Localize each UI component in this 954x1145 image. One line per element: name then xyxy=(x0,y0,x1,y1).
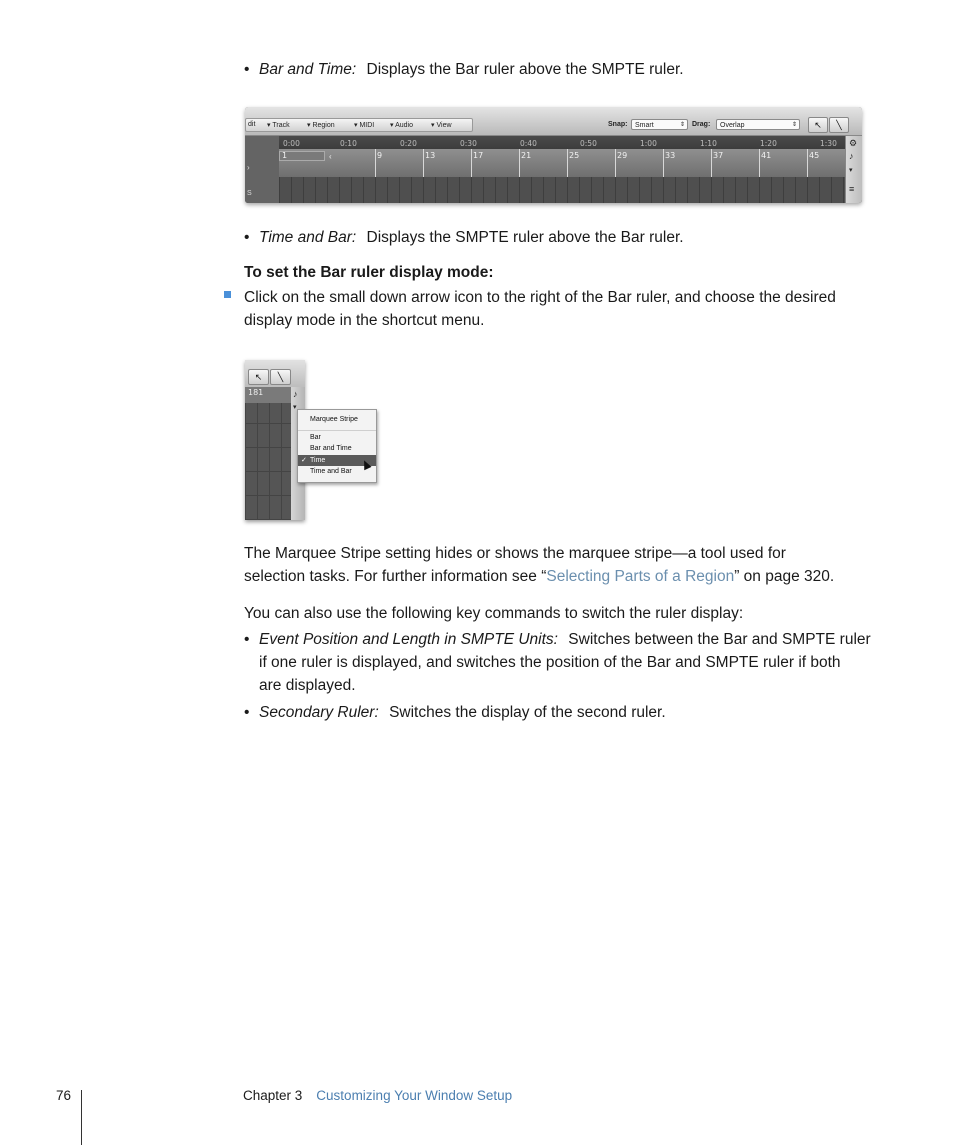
popup-arrows-icon: ⇕ xyxy=(791,122,797,128)
menu-item-label: Bar xyxy=(310,434,321,441)
drag-value: Overlap xyxy=(720,122,745,129)
time-label: 0:00 xyxy=(283,139,300,148)
menu-audio[interactable]: ▾ Audio xyxy=(390,122,413,129)
bullet-bar-and-time xyxy=(244,58,684,81)
time-label: 0:50 xyxy=(580,139,597,148)
bullet-term: Time and Bar: xyxy=(259,229,357,246)
bar-label: 9 xyxy=(377,151,383,160)
ruler-display-mode-menu xyxy=(297,409,377,483)
pointer-tool-icon: ↖ xyxy=(814,120,822,130)
bar-label: 1 xyxy=(282,151,288,160)
paragraph-text: selection tasks. For further information see “ xyxy=(244,568,547,585)
chevron-down-icon[interactable]: ▾ xyxy=(849,167,853,174)
procedure-heading: To set the Bar ruler display mode: xyxy=(244,264,494,281)
procedure-step-line1: Click on the small down arrow icon to the right of the Bar ruler, and choose the desired xyxy=(244,289,836,306)
menu-item-label: Marquee Stripe xyxy=(310,416,358,423)
bullet-dot: • xyxy=(244,704,250,721)
solo-icon[interactable]: S xyxy=(247,190,252,197)
time-label: 1:30 xyxy=(820,139,837,148)
bar-label: 45 xyxy=(809,151,820,160)
pencil-tool-icon: ╲ xyxy=(277,372,284,382)
ruler-options-strip[interactable] xyxy=(845,136,862,203)
bullet-term: Event Position and Length in SMPTE Units: xyxy=(259,631,558,648)
chevron-right-icon[interactable]: › xyxy=(247,163,250,172)
bar-line xyxy=(615,149,616,177)
drag-label: Drag: xyxy=(692,121,711,128)
menu-audio-label: Audio xyxy=(395,122,413,129)
time-label: 0:20 xyxy=(400,139,417,148)
bullet-dot: • xyxy=(244,61,250,78)
procedure-step-line2: display mode in the shortcut menu. xyxy=(244,312,485,329)
toolbar xyxy=(245,360,305,387)
bar-label: 41 xyxy=(761,151,772,160)
bar-line xyxy=(423,149,424,177)
menu-region[interactable]: ▾ Region xyxy=(307,122,335,129)
bullet-description: Displays the SMPTE ruler above the Bar ruler. xyxy=(366,229,684,246)
marquee-paragraph-line1: The Marquee Stripe setting hides or shows the marquee stripe—a tool used for xyxy=(244,545,786,562)
bullet-description-cont: if one ruler is displayed, and switches the position of the Bar and SMPTE ruler if both xyxy=(259,654,841,671)
bullet-description: Switches between the Bar and SMPTE ruler xyxy=(568,631,871,648)
chapter-label: Chapter 3 xyxy=(243,1088,303,1103)
chevron-left-icon: ‹ xyxy=(329,152,332,161)
pencil-tool-button[interactable] xyxy=(270,369,291,385)
bar-line xyxy=(375,149,376,177)
menu-item-bar[interactable] xyxy=(298,432,376,443)
bar-line xyxy=(807,149,808,177)
menu-track-label: Track xyxy=(272,122,290,129)
pointer-tool-icon: ↖ xyxy=(254,372,263,382)
bar-label: 25 xyxy=(569,151,580,160)
scroll-handle-icon[interactable]: ≡ xyxy=(849,184,855,194)
ruler-menu-screenshot xyxy=(245,360,305,520)
bullet-term: Secondary Ruler: xyxy=(259,704,379,721)
bar-label: 33 xyxy=(665,151,676,160)
bullet-event-position xyxy=(244,628,871,651)
pointer-tool-button[interactable] xyxy=(808,117,828,133)
time-label: 0:30 xyxy=(460,139,477,148)
bar-line xyxy=(519,149,520,177)
chevron-down-icon[interactable]: ▾ xyxy=(293,404,297,411)
menu-region-label: Region xyxy=(312,122,335,129)
bar-line xyxy=(567,149,568,177)
menu-view-label: View xyxy=(436,122,452,129)
key-commands-intro: You can also use the following key commands to switch the ruler display: xyxy=(244,605,744,622)
bar-label: 21 xyxy=(521,151,532,160)
menu-edit[interactable]: dit xyxy=(248,121,256,128)
time-label: 1:20 xyxy=(760,139,777,148)
drag-popup[interactable] xyxy=(716,119,800,130)
ruler-value: 181 xyxy=(248,388,264,397)
snap-value: Smart xyxy=(635,122,654,129)
menu-item-label: Time and Bar xyxy=(310,468,352,475)
time-label: 1:00 xyxy=(640,139,657,148)
bar-ruler[interactable] xyxy=(245,387,291,403)
bullet-secondary-ruler xyxy=(244,701,666,724)
track-header-strip xyxy=(245,136,280,203)
snap-popup[interactable] xyxy=(631,119,688,130)
arrange-window-screenshot-bar-and-time xyxy=(245,107,862,203)
menu-view[interactable]: ▾ View xyxy=(431,122,452,129)
time-label: 1:10 xyxy=(700,139,717,148)
menu-item-label: Time xyxy=(310,457,326,464)
snap-label: Snap: xyxy=(608,121,628,128)
bar-line xyxy=(711,149,712,177)
chapter-footer xyxy=(243,1088,512,1103)
arrange-grid xyxy=(279,177,845,203)
ruler-area xyxy=(245,136,862,203)
time-label: 0:40 xyxy=(520,139,537,148)
music-note-icon: ♪ xyxy=(293,389,298,399)
marquee-paragraph-line2 xyxy=(244,565,834,588)
bar-line xyxy=(663,149,664,177)
menu-item-bar-and-time[interactable] xyxy=(298,443,376,454)
pencil-tool-button[interactable] xyxy=(829,117,849,133)
bullet-dot: • xyxy=(244,631,250,648)
bar-line xyxy=(759,149,760,177)
bar-label: 37 xyxy=(713,151,724,160)
square-bullet-icon xyxy=(224,291,231,298)
bullet-description-cont: are displayed. xyxy=(259,677,356,694)
time-label: 0:10 xyxy=(340,139,357,148)
arrange-grid xyxy=(245,403,291,520)
bar-label: 13 xyxy=(425,151,436,160)
smpte-ruler[interactable] xyxy=(279,136,845,149)
bullet-description: Displays the Bar ruler above the SMPTE ruler. xyxy=(366,61,684,78)
pointer-tool-button[interactable] xyxy=(248,369,269,385)
paragraph-text: ” on page 320. xyxy=(734,568,835,585)
pencil-tool-icon: ╲ xyxy=(836,120,842,130)
bar-label: 29 xyxy=(617,151,628,160)
bullet-dot: • xyxy=(244,229,250,246)
menu-item-marquee-stripe[interactable] xyxy=(298,414,376,425)
menu-midi[interactable]: ▾ MIDI xyxy=(354,122,375,129)
gear-icon[interactable]: ⚙ xyxy=(849,138,858,148)
page-number: 76 xyxy=(56,1088,72,1103)
footer-divider xyxy=(81,1090,82,1145)
popup-arrows-icon: ⇕ xyxy=(679,122,685,128)
menu-separator xyxy=(298,430,376,431)
bullet-time-and-bar xyxy=(244,226,684,249)
bar-line xyxy=(471,149,472,177)
bullet-term: Bar and Time: xyxy=(259,61,357,78)
bullet-description: Switches the display of the second ruler. xyxy=(389,704,666,721)
toolbar xyxy=(245,107,862,136)
music-note-icon: ♪ xyxy=(849,151,854,161)
cross-reference-link[interactable]: Selecting Parts of a Region xyxy=(546,568,735,585)
checkmark-icon: ✓ xyxy=(301,457,307,464)
menu-item-label: Bar and Time xyxy=(310,445,352,452)
bar-ruler[interactable] xyxy=(279,149,845,177)
menu-midi-label: MIDI xyxy=(359,122,375,129)
bar-label: 17 xyxy=(473,151,484,160)
menu-track[interactable]: ▾ Track xyxy=(267,122,290,129)
chapter-title-link[interactable]: Customizing Your Window Setup xyxy=(316,1088,513,1103)
